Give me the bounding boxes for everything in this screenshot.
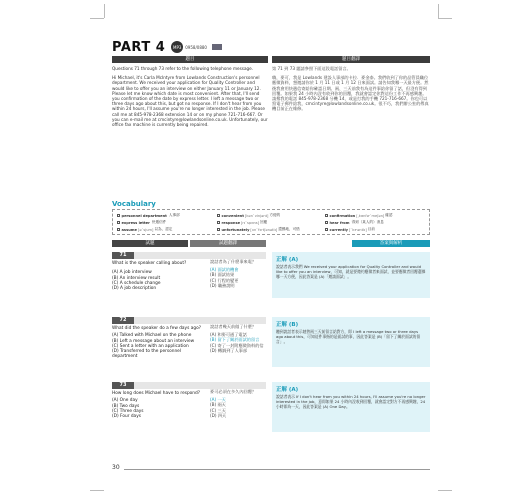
book-page [112,28,430,484]
column-header-right: 題目翻譯 [272,56,430,63]
vocab-item: personnel department 人事部 [117,213,217,218]
answer-label: 正解 (A) [276,387,299,393]
question-text: What is the speaker calling about? [112,261,187,266]
checkbox-icon [217,228,220,231]
option: (B) An interview result [112,275,161,281]
zh-option: (B) 兩天 [210,402,226,408]
zh-option: (B) 面試結果 [210,272,235,278]
zh-question: 麥可必須在多久內回覆？ [210,389,257,394]
vocab-item: hear from 得到（某人的）消息 [325,220,384,225]
passage-intro: Questions 71 through 73 refer to the following telephone message. [112,66,254,71]
crop-mark [438,4,439,18]
question-number: 71 [112,252,134,259]
vocabulary-box [112,209,430,235]
crop-mark [438,18,452,19]
cd-icon [171,41,183,53]
page-number: 30 [112,464,120,471]
checkbox-icon [325,228,328,231]
checkbox-icon [117,221,120,224]
vocab-item: convenient [kən`vinjənt] 方便的 [217,213,325,218]
zh-option: (A) 和麥可通了電話 [210,332,247,338]
question-english [112,391,202,419]
option: (A) A job interview [112,270,152,276]
question-translation [210,389,266,418]
zh-option: (C) 三天 [210,407,226,413]
crop-mark [438,490,452,491]
option: (D) Transferred to the personnel department [112,349,182,360]
question-text: What did the speaker do a few days ago? [112,326,201,331]
option: (C) A schedule change [112,280,161,286]
question-number: 72 [112,317,134,324]
option: (A) One day [112,398,138,404]
explanation-text: 說話者表示我們 We received your application for Quality Controller and would like to offer you an interview，可知，就是要邀約應徵者來面試，並要應徵者回覆選擇哪一天方便，因此答案是 (A)「邀請面試」。 [276,264,426,279]
question-block [112,382,430,442]
question-number: 73 [112,382,134,389]
question-block [112,317,430,377]
question-text: How long does Michael have to respond? [112,391,201,396]
option: (A) Talked with Michael on the phone [112,333,192,339]
answer-label: 正解 (A) [276,257,299,263]
audio-track [171,41,222,53]
translation-intro: 第 71 到 73 題請參照下面這段電話留言。 [272,66,351,71]
explanation-text: 說話者表示 If I don't hear from you within 24 hours, I'll assume you're no longer interested in the job，意即如果 24 小時內沒收到回覆，就會認定對方不再感興趣，24 小時即為一天，因此答案是 (A) One Day。 [276,394,426,409]
option: (D) Four days [112,414,141,420]
checkbox-icon [117,228,120,231]
zh-option: (C) 行程的變更 [210,277,239,283]
question-translation [210,259,266,288]
question-translation [210,324,266,353]
part-title: PART 4 [112,39,166,55]
vocab-item: express letter 快遞信件 [117,220,217,225]
question-bar [134,252,266,259]
checkbox-icon [117,214,120,217]
vocab-item: unfortunately [ʌn`fɔrtʃənətlɪ] 遺憾地，可惜 [217,227,325,232]
answer-label: 正解 (B) [276,322,299,328]
zh-option: (A) 一天 [210,397,226,403]
zh-question: 說話者幾天前做了什麼？ [210,324,257,329]
tab-explanation: 答案與解析 [352,240,430,247]
tab-question: 試題 [112,240,188,247]
passage-body: Hi Michael, it's Carla McIntyre from Lowlands Construction's personnel department. We received your application for Quality Controller and would like to offer you an interview on either January 11 or January 12. Please let me know which date is most convenient. After that, I'll send you confirmation of the date by express letter. I left a message two or three days ago about this, but got no response. If I don't hear from you within 24 hours, I'll assume you're no longer interested in the job. Please call me at 845-978-2368 extension 14 or on my phone 721-716-667. Or you can e-mail me at cmcintyre@lowlandsonline.co.uk. Unfortunately, our office fax machine is currently being repaired. [112,75,268,128]
flag-icon [212,44,222,50]
question-block [112,252,430,312]
crop-mark [90,18,104,19]
zh-question: 說話者為了什麼事來電？ [210,259,257,264]
vocab-item: assume [ə`sjum] 以為，認定 [117,227,217,232]
option: (D) A job description [112,286,157,292]
question-english [112,326,202,360]
question-english [112,261,202,291]
explanation-box [272,252,430,298]
option: (B) Two days [112,403,140,409]
part-header [112,40,222,54]
checkbox-icon [217,214,220,217]
checkbox-icon [325,214,328,217]
option: (C) Sent a letter with an application [112,343,189,349]
cd-label: MP3 [173,44,182,50]
zh-option: (C) 寄了一封附應徵資料的信 [210,342,264,348]
checkbox-icon [217,221,220,224]
explanation-box [272,317,430,367]
zh-option: (B) 留下了關於面試的留言 [210,337,260,343]
zh-option: (D) 職務說明 [210,282,235,288]
passage-english [112,66,268,131]
explanation-box [272,382,430,432]
option: (B) Left a message about an interview [112,338,195,344]
tab-translation: 試題翻譯 [190,240,266,247]
zh-option: (A) 面試的機會 [210,267,239,273]
column-header-left: 題目 [112,56,268,63]
vocab-item: currently [`kɝəntlɪ] 目前 [325,227,375,232]
crop-mark [104,4,105,18]
checkbox-icon [325,221,328,224]
vocab-item: response [rɪ`spɑns] 回應 [217,220,325,225]
explanation-text: 聽到說話者表示她曾兩三天前留言給對方，即 I left a message two or three days ago about this，可知這件事指的是面試的事，因此答案是 (B)「留下了關於面試的留言」。 [276,329,421,344]
footer-rule [124,469,430,470]
zh-option: (D) 轉調到了人事部 [210,347,248,353]
vocabulary-title: Vocabulary [112,200,156,208]
question-bar [134,382,266,389]
question-bar [134,317,266,324]
passage-translation [272,66,430,112]
crop-mark [90,490,104,491]
option: (C) Three days [112,408,144,414]
translation-body: 嗨，麥可，我是 Lowlands 建設人事部的卡拉．麥金泰。我們收到了你的品管員職位應徵資料，想邀請你於 1 月 11 日或 1 月 12 日來面試。請告知我哪一天最方便。然後我會用快遞信寄給你確認日期。兩、三天前我有為這件事給你留了話，但沒有得到回覆。如果我 24 小時內沒有收到你的回覆，我就會認定你對這份工作不再感興趣。請撥我的電話 845-978-2368 分機 14，或是打我的手機 721-716-667。你也可以寫電子郵件給我，cmcintyre@lowlandsonline.co.uk。很不巧，我們辦公室的傳真機目前正在維修。 [272,75,429,112]
zh-option: (D) 四天 [210,412,227,418]
track-code: 0958/0880 [185,44,207,50]
vocab-item: confirmation [,kɑnfɚ`meʃən] 確認 [325,213,392,218]
